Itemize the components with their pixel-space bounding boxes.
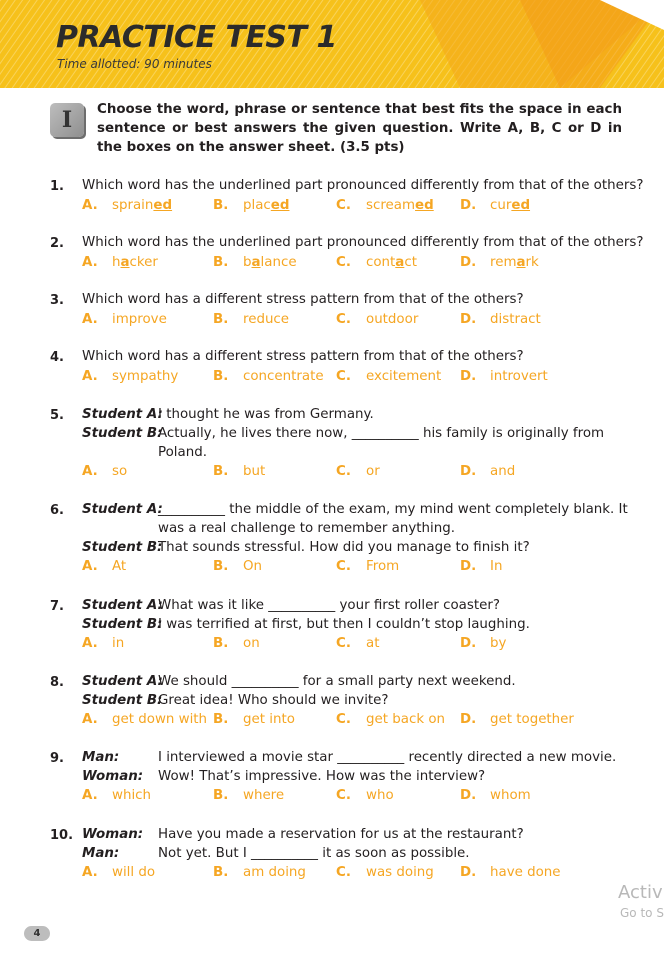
option-b[interactable]: B. On	[213, 559, 263, 574]
time-allotted: Time allotted: 90 minutes	[57, 57, 212, 71]
question-10	[0, 827, 664, 884]
dialogue-line: Student A:We should __________ for a small party next weekend.	[82, 674, 516, 689]
question-7	[0, 598, 664, 655]
dialogue-line: Man: Not yet. But I __________ it as soon as possible.	[82, 846, 470, 861]
option-c[interactable]: C. screamed	[336, 198, 434, 213]
activation-watermark-sub: Go to S	[620, 906, 664, 920]
options-row	[0, 255, 664, 273]
question-number: 5.	[50, 408, 64, 423]
option-d[interactable]: D. and	[460, 464, 516, 479]
option-d[interactable]: D. whom	[460, 788, 531, 803]
option-b[interactable]: B. am doing	[213, 865, 306, 880]
option-d[interactable]: D. distract	[460, 312, 541, 327]
section-instruction: Choose the word, phrase or sentence that best fits the space in each sentence or best answers the given question. Write A, B, C or D in the boxes on the answer sheet. (3.5 pts)	[97, 102, 622, 155]
question-number: 3.	[50, 293, 64, 308]
question-8	[0, 674, 664, 731]
option-c[interactable]: C. contact	[336, 255, 417, 270]
option-d[interactable]: D. get together	[460, 712, 574, 727]
question-text: Which word has the underlined part pronounced differently from that of the others?	[82, 235, 644, 250]
option-d[interactable]: D. remark	[460, 255, 539, 270]
question-number: 9.	[50, 751, 64, 766]
option-d[interactable]: D. cured	[460, 198, 531, 213]
dialogue-line: Student A:I thought he was from Germany.	[82, 407, 374, 422]
options-row	[0, 865, 664, 883]
option-c[interactable]: C. From	[336, 559, 400, 574]
question-5	[0, 407, 664, 483]
option-a[interactable]: A. sprained	[82, 198, 173, 213]
question-3	[0, 292, 664, 332]
option-d[interactable]: D. introvert	[460, 369, 548, 384]
option-b[interactable]: B. concentrate	[213, 369, 324, 384]
dialogue-line: Student A:What was it like __________ your first roller coaster?	[82, 598, 500, 613]
dialogue-line: Woman: Have you made a reservation for us at the restaurant?	[82, 827, 524, 842]
section-numeral-badge: I	[50, 103, 84, 137]
question-4	[0, 349, 664, 389]
header-banner	[0, 0, 664, 88]
option-a[interactable]: A. At	[82, 559, 127, 574]
activation-watermark: Activ	[618, 882, 663, 903]
option-a[interactable]: A. get down with	[82, 712, 208, 727]
option-c[interactable]: C. or	[336, 464, 380, 479]
options-row	[0, 559, 664, 577]
question-9	[0, 750, 664, 807]
option-d[interactable]: D. by	[460, 636, 507, 651]
option-b[interactable]: B. on	[213, 636, 260, 651]
question-6	[0, 502, 664, 578]
page-number: 4	[24, 926, 50, 941]
option-d[interactable]: D. have done	[460, 865, 561, 880]
option-a[interactable]: A. so	[82, 464, 128, 479]
option-c[interactable]: C. outdoor	[336, 312, 419, 327]
option-c[interactable]: C. get back on	[336, 712, 446, 727]
option-b[interactable]: B. get into	[213, 712, 295, 727]
option-a[interactable]: A. sympathy	[82, 369, 179, 384]
options-row	[0, 636, 664, 654]
dialogue-line: Student B:Actually, he lives there now, __________ his family is originally from	[82, 426, 605, 441]
options-row	[0, 198, 664, 216]
option-b[interactable]: B. placed	[213, 198, 290, 213]
option-b[interactable]: B. but	[213, 464, 266, 479]
option-a[interactable]: A. improve	[82, 312, 167, 327]
option-c[interactable]: C. who	[336, 788, 394, 803]
option-b[interactable]: B. where	[213, 788, 285, 803]
option-a[interactable]: A. hacker	[82, 255, 158, 270]
question-number: 8.	[50, 675, 64, 690]
dialogue-continuation: Poland.	[158, 445, 207, 460]
question-number: 10.	[50, 828, 74, 843]
dialogue-continuation: was a real challenge to remember anything.	[158, 521, 455, 536]
question-1	[0, 178, 664, 218]
question-text: Which word has a different stress pattern from that of the others?	[82, 349, 524, 364]
question-number: 7.	[50, 599, 64, 614]
options-row	[0, 464, 664, 482]
option-b[interactable]: B. reduce	[213, 312, 290, 327]
option-c[interactable]: C. was doing	[336, 865, 434, 880]
option-c[interactable]: C. excitement	[336, 369, 442, 384]
question-number: 2.	[50, 236, 64, 251]
options-row	[0, 712, 664, 730]
question-text: Which word has the underlined part pronounced differently from that of the others?	[82, 178, 644, 193]
options-row	[0, 312, 664, 330]
question-number: 4.	[50, 350, 64, 365]
option-a[interactable]: A. will do	[82, 865, 156, 880]
option-b[interactable]: B. balance	[213, 255, 297, 270]
dialogue-line: Man: I interviewed a movie star __________ recently directed a new movie.	[82, 750, 617, 765]
options-row	[0, 369, 664, 387]
option-a[interactable]: A. which	[82, 788, 152, 803]
option-a[interactable]: A. in	[82, 636, 125, 651]
options-row	[0, 788, 664, 806]
dialogue-line: Woman: Wow! That’s impressive. How was the interview?	[82, 769, 486, 784]
dialogue-line: Student B:That sounds stressful. How did you manage to finish it?	[82, 540, 530, 555]
question-text: Which word has a different stress pattern from that of the others?	[82, 292, 524, 307]
option-c[interactable]: C. at	[336, 636, 380, 651]
question-number: 1.	[50, 179, 64, 194]
dialogue-line: Student B:I was terrified at first, but then I couldn’t stop laughing.	[82, 617, 530, 632]
page-title: PRACTICE TEST 1	[56, 20, 337, 55]
dialogue-line: Student A:__________ the middle of the exam, my mind went completely blank. It	[82, 502, 628, 517]
question-2	[0, 235, 664, 275]
option-d[interactable]: D. In	[460, 559, 503, 574]
question-number: 6.	[50, 503, 64, 518]
dialogue-line: Student B:Great idea! Who should we invite?	[82, 693, 389, 708]
